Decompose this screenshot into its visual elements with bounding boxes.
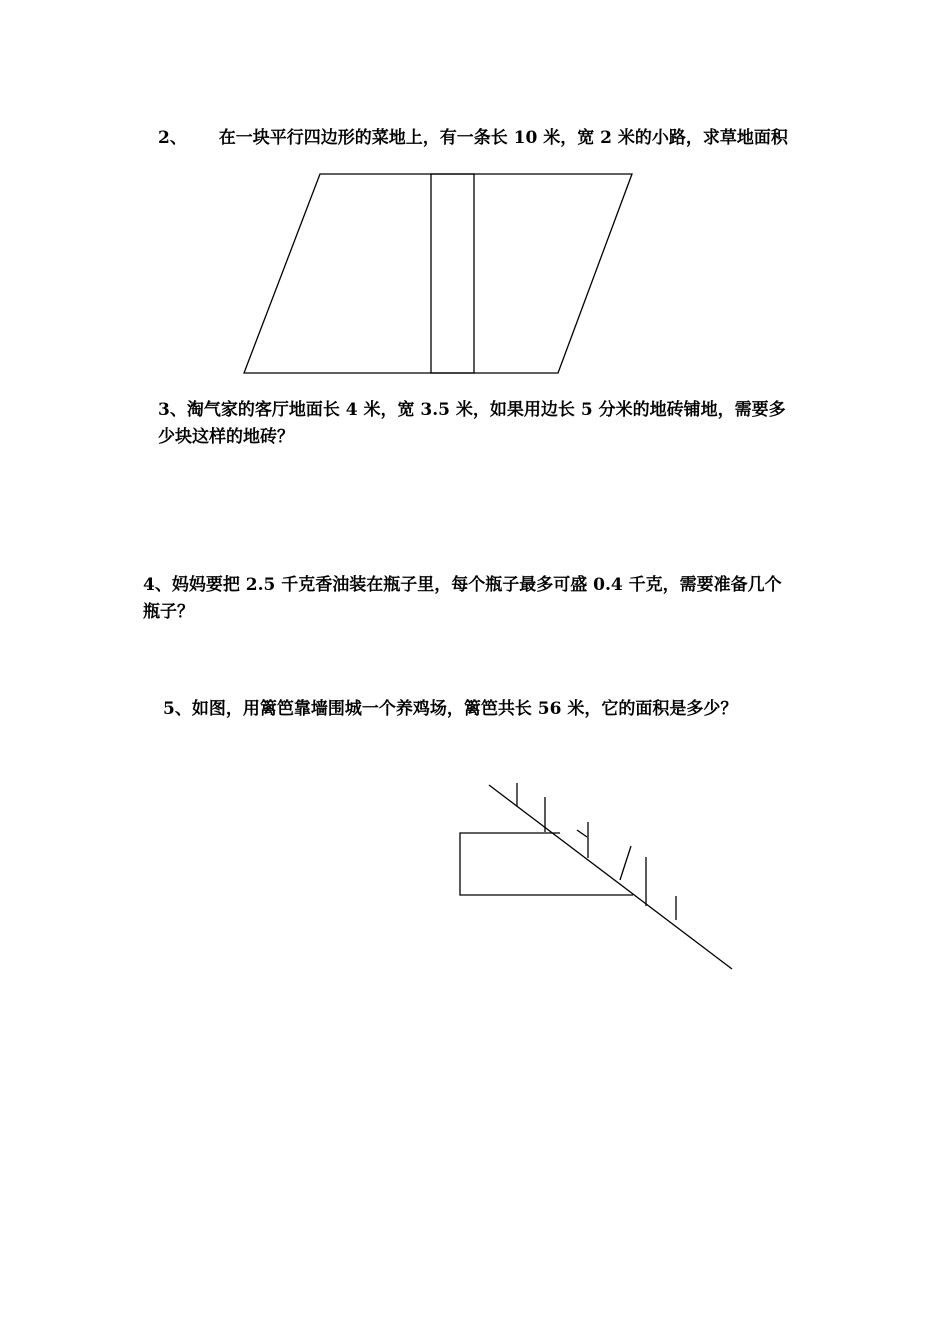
fence-outline [460, 833, 633, 895]
question-3-line-2: 少块这样的地砖？ [158, 427, 294, 447]
question-4-line-2: 瓶子？ [143, 602, 194, 622]
wall-line [489, 785, 732, 969]
wall-hatching [517, 783, 676, 920]
question-2-number: 2、 [158, 128, 187, 148]
question-3-line-1: 3、淘气家的客厅地面长 4 米，宽 3.5 米，如果用边长 5 分米的地砖铺地，需要多 [158, 400, 786, 420]
question-5-text: 5、如图，用篱笆靠墙围城一个养鸡场，篱笆共长 56 米，它的面积是多少？ [163, 699, 738, 719]
wall-hatch [577, 830, 587, 837]
wall-hatch [620, 846, 631, 880]
question-2-text: 在一块平行四边形的菜地上，有一条长 10 米，宽 2 米的小路，求草地面积 [218, 128, 788, 148]
question-4-line-1: 4、妈妈要把 2.5 千克香油装在瓶子里，每个瓶子最多可盛 0.4 千克，需要准备几个 [143, 575, 782, 595]
